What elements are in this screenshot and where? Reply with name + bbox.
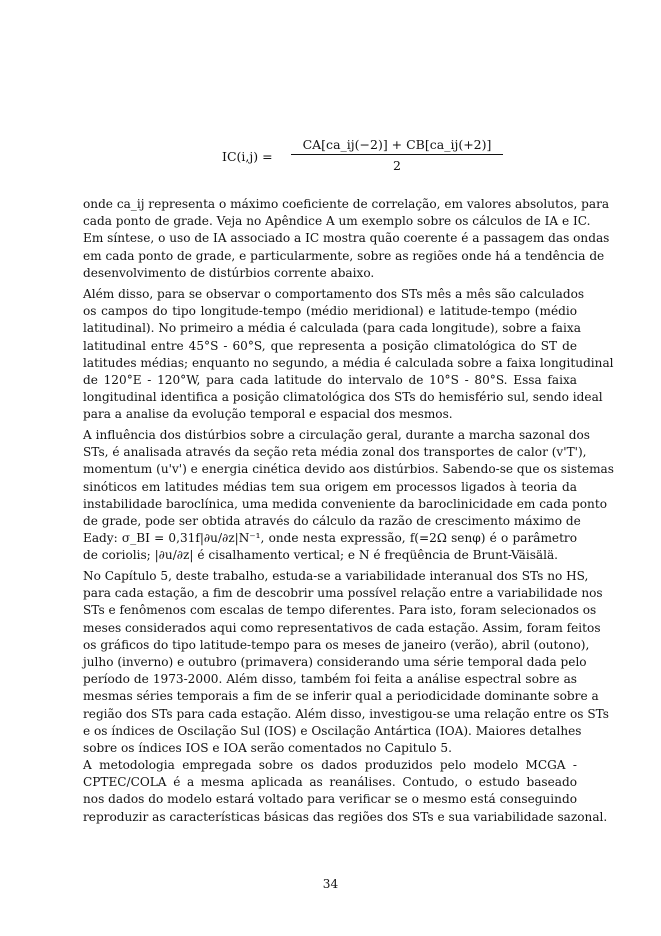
text-line: de 120°E - 120°W, para cada latitude do intervalo de 10°S - 80°S. Essa faixa xyxy=(83,373,577,388)
equation-fraction xyxy=(291,137,503,173)
text-line: mesmas séries temporais a fim de se inferir qual a periodicidade dominante sobre a xyxy=(83,689,599,704)
equation-ic xyxy=(160,132,500,196)
text-line: nos dados do modelo estará voltado para verificar se o mesmo está conseguindo xyxy=(83,792,577,807)
paragraph-model-methodology xyxy=(83,757,608,826)
text-line: STs e fenômenos com escalas de tempo diferentes. Para isto, foram selecionados os xyxy=(83,603,597,618)
text-line: onde ca_ij representa o máximo coeficiente de correlação, em valores absolutos, para xyxy=(83,197,610,211)
text-line: e os índices de Oscilação Sul (IOS) e Oscilação Antártica (IOA). Maiores detalhes xyxy=(83,723,582,738)
text-line: No Capítulo 5, deste trabalho, estuda-se a variabilidade interanual dos STs no HS, xyxy=(83,569,589,583)
text-line: Além disso, para se observar o comportamento dos STs mês a mês são calculados xyxy=(83,287,585,301)
equation-denominator: 2 xyxy=(393,158,401,173)
text-line: período de 1973-2000. Além disso, também foi feita a análise espectral sobre as xyxy=(83,672,577,687)
paragraph-interannual-variability xyxy=(83,568,610,757)
text-line: STs, é analisada através da seção reta média zonal dos transportes de calor (v'T'), xyxy=(83,445,587,460)
text-line: sobre os índices IOS e IOA serão comentados no Capitulo 5. xyxy=(83,741,452,756)
text-line: momentum (u'v') e energia cinética devido aos distúrbios. Sabendo-se que os sistemas xyxy=(83,462,614,477)
text-line: meses considerados aqui como representativos de cada estação. Assim, foram feitos xyxy=(83,620,601,635)
text-line: sinóticos em latitudes médias tem sua origem em processos ligados à teoria da xyxy=(83,479,577,494)
text-line: instabilidade baroclínica, uma medida conveniente da baroclinicidade em cada ponto xyxy=(83,496,607,511)
text-line: os campos do tipo longitude-tempo (médio meridional) e latitude-tempo (médio xyxy=(83,304,577,319)
text-line: A metodologia empregada sobre os dados produzidos pelo modelo MCGA - xyxy=(83,758,577,772)
text-line: latitudinal entre 45°S - 60°S, que representa a posição climatológica do ST de xyxy=(83,338,577,353)
text-line: latitudinal). No primeiro a média é calculada (para cada longitude), sobre a faixa xyxy=(83,321,581,336)
paragraph-ic-definition xyxy=(83,196,610,282)
text-line: CPTEC/COLA é a mesma aplicada as reanálises. Contudo, o estudo baseado xyxy=(83,775,577,790)
text-line: Em síntese, o uso de IA associado a IC mostra quão coerente é a passagem das ondas xyxy=(83,231,610,246)
text-line: os gráficos do tipo latitude-tempo para os meses de janeiro (verão), abril (outono), xyxy=(83,637,590,652)
text-line: A influência dos distúrbios sobre a circulação geral, durante a marcha sazonal dos xyxy=(83,428,590,442)
equation-numerator: CA[ca_ij(−2)] + CB[ca_ij(+2)] xyxy=(291,137,503,155)
equation-lhs: IC(i,j) = xyxy=(222,149,273,164)
text-line: cada ponto de grade. Veja no Apêndice A um exemplo sobre os cálculos de IA e IC. xyxy=(83,214,591,229)
text-line: longitudinal identifica a posição climatológica dos STs do hemisfério sul, sendo ideal xyxy=(83,390,603,405)
page-number: 34 xyxy=(322,877,339,891)
paragraph-monthly-fields xyxy=(83,286,614,424)
text-line: região dos STs para cada estação. Além disso, investigou-se uma relação entre os STs xyxy=(83,706,610,721)
text-line: de grade, pode ser obtida através do cálculo da razão de crescimento máximo de xyxy=(83,514,581,529)
text-line: para a analise da evolução temporal e espacial dos mesmos. xyxy=(83,407,453,422)
text-line: reproduzir as características básicas das regiões dos STs e sua variabilidade sazonal. xyxy=(83,809,608,824)
text-line: latitudes médias; enquanto no segundo, a média é calculada sobre a faixa longitudinal xyxy=(83,355,614,370)
paragraph-disturbance-influence xyxy=(83,427,614,565)
text-line: em cada ponto de grade, e particularmente, sobre as regiões onde há a tendência de xyxy=(83,248,605,263)
text-line: de coriolis; |∂u/∂z| é cisalhamento vertical; e N é freqüência de Brunt-Väisälä. xyxy=(83,548,559,563)
text-line: desenvolvimento de distúrbios corrente abaixo. xyxy=(83,265,375,280)
text-line: julho (inverno) e outubro (primavera) considerando uma série temporal dada pelo xyxy=(83,655,587,670)
text-line: para cada estação, a fim de descobrir uma possível relação entre a variabilidade nos xyxy=(83,586,603,601)
text-line: Eady: σ_BI = 0,31f|∂u/∂z|N⁻¹, onde nesta expressão, f(=2Ω senφ) é o parâmetro xyxy=(83,531,577,546)
